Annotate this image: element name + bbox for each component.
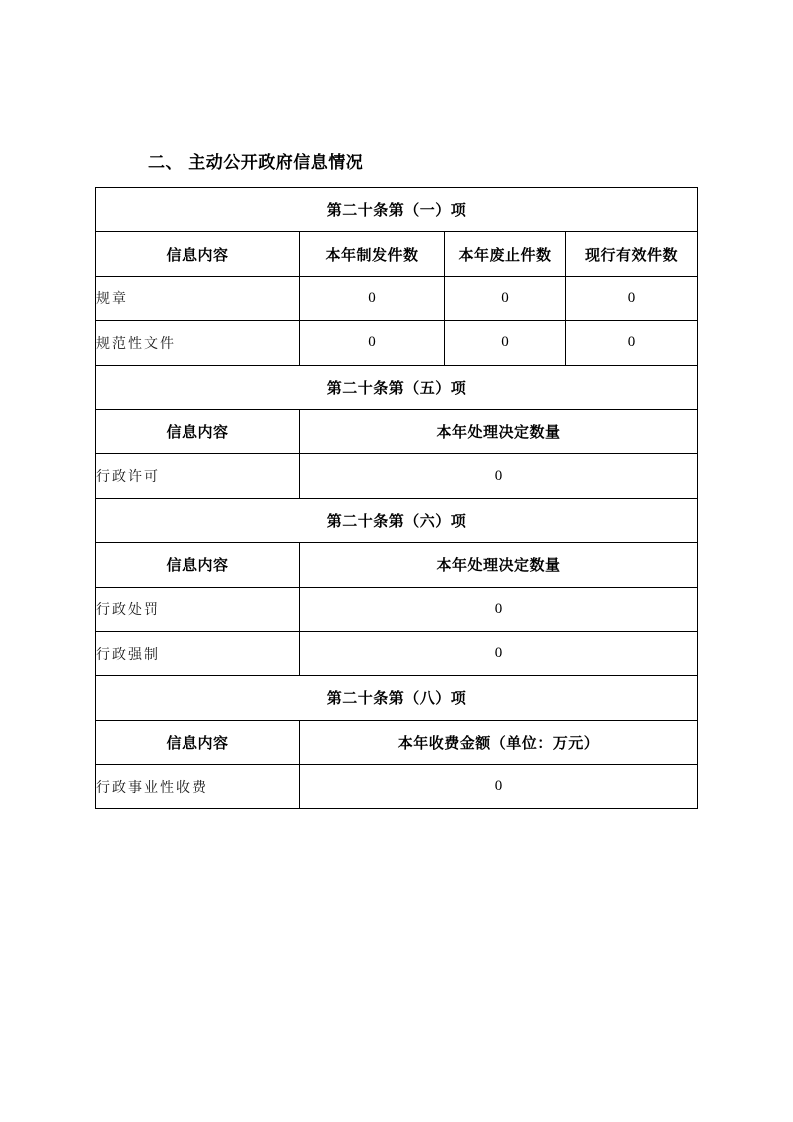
value-cell: 0 bbox=[300, 765, 698, 809]
section-title-row bbox=[96, 498, 698, 542]
column-header-cell: 现行有效件数 bbox=[566, 232, 698, 276]
table-row bbox=[96, 321, 698, 365]
value-cell: 0 bbox=[300, 454, 698, 498]
table-row bbox=[96, 454, 698, 498]
column-header-row bbox=[96, 543, 698, 587]
column-header-cell: 本年处理决定数量 bbox=[300, 543, 698, 587]
row-label-cell: 行政许可 bbox=[96, 454, 300, 498]
column-header-cell: 本年废止件数 bbox=[445, 232, 566, 276]
row-label-cell: 规范性文件 bbox=[96, 321, 300, 365]
section-title-row bbox=[96, 365, 698, 409]
column-header-cell: 本年制发件数 bbox=[300, 232, 445, 276]
table-row bbox=[96, 765, 698, 809]
section-title-row bbox=[96, 676, 698, 720]
section-title-row bbox=[96, 188, 698, 232]
value-cell: 0 bbox=[300, 276, 445, 320]
section-title-cell: 第二十条第（六）项 bbox=[96, 498, 698, 542]
column-header-cell: 本年处理决定数量 bbox=[300, 409, 698, 453]
info-disclosure-table bbox=[95, 187, 698, 809]
value-cell: 0 bbox=[300, 587, 698, 631]
table-row bbox=[96, 276, 698, 320]
value-cell: 0 bbox=[566, 321, 698, 365]
column-header-cell: 本年收费金额（单位：万元） bbox=[300, 720, 698, 764]
value-cell: 0 bbox=[445, 276, 566, 320]
table-row bbox=[96, 587, 698, 631]
column-header-row bbox=[96, 232, 698, 276]
column-header-cell: 信息内容 bbox=[96, 409, 300, 453]
table-row bbox=[96, 631, 698, 675]
value-cell: 0 bbox=[300, 321, 445, 365]
value-cell: 0 bbox=[445, 321, 566, 365]
section-title-cell: 第二十条第（五）项 bbox=[96, 365, 698, 409]
row-label-cell: 行政事业性收费 bbox=[96, 765, 300, 809]
value-cell: 0 bbox=[566, 276, 698, 320]
column-header-row bbox=[96, 720, 698, 764]
row-label-cell: 规章 bbox=[96, 276, 300, 320]
section-title-cell: 第二十条第（八）项 bbox=[96, 676, 698, 720]
page-title: 二、 主动公开政府信息情况 bbox=[148, 153, 364, 172]
column-header-cell: 信息内容 bbox=[96, 543, 300, 587]
column-header-cell: 信息内容 bbox=[96, 720, 300, 764]
column-header-cell: 信息内容 bbox=[96, 232, 300, 276]
row-label-cell: 行政处罚 bbox=[96, 587, 300, 631]
section-title-cell: 第二十条第（一）项 bbox=[96, 188, 698, 232]
value-cell: 0 bbox=[300, 631, 698, 675]
row-label-cell: 行政强制 bbox=[96, 631, 300, 675]
column-header-row bbox=[96, 409, 698, 453]
